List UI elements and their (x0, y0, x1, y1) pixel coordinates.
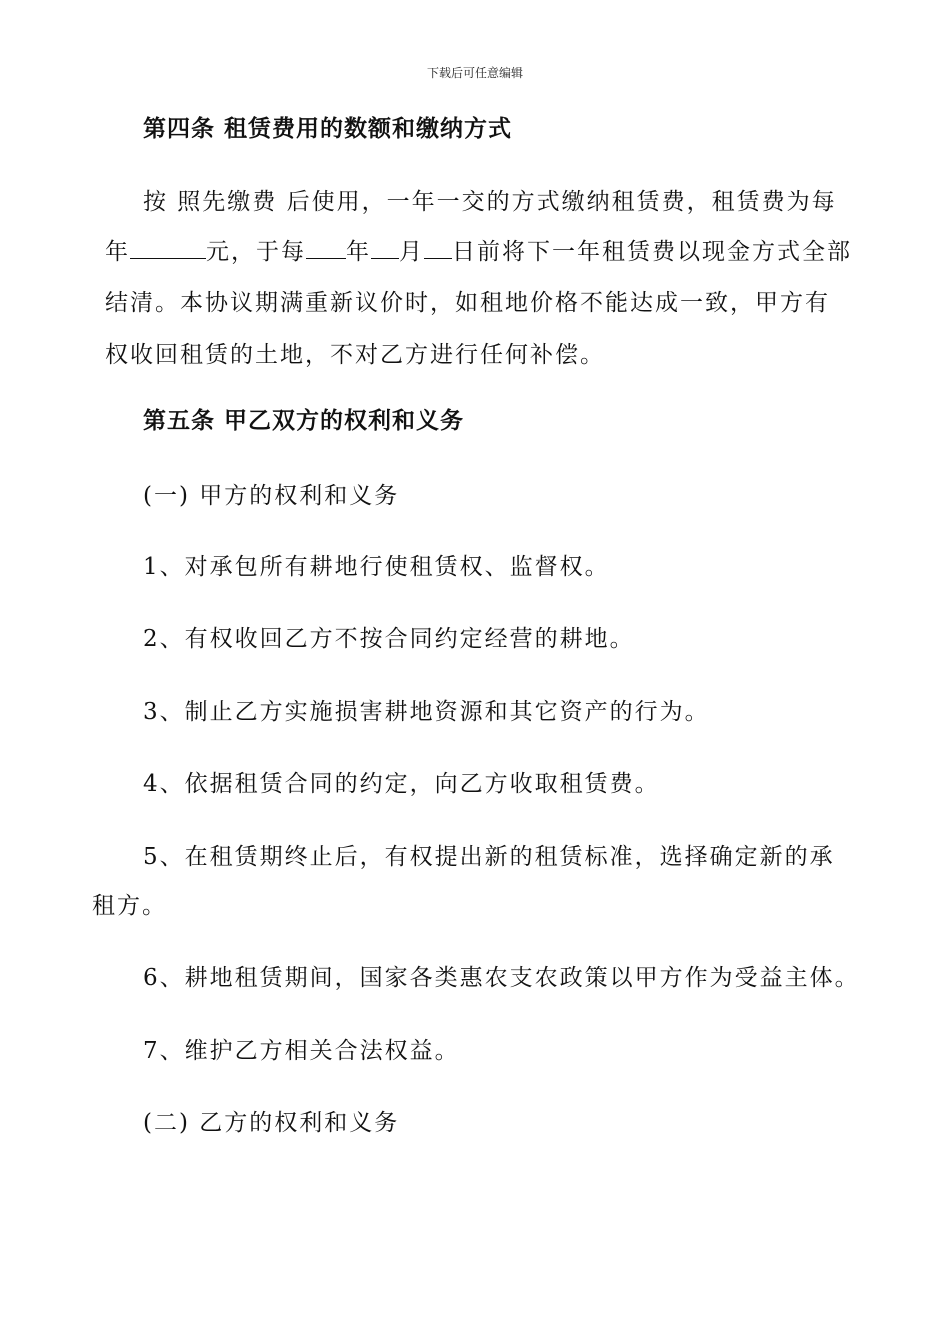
yuan-label: 元，于每 (206, 239, 306, 265)
article-4-heading: 第四条 租赁费用的数额和缴纳方式 (143, 115, 513, 142)
month-unit: 月 (399, 239, 424, 265)
article-4-line-3: 结清。本协议期满重新议价时，如租地价格不能达成一致，甲方有 (105, 290, 830, 316)
article-5-heading: 第五条 甲乙双方的权利和义务 (143, 407, 465, 434)
party-a-item-3: 3、制止乙方实施损害耕地资源和其它资产的行为。 (143, 699, 710, 725)
day-rest: 日前将下一年租赁费以现金方式全部 (452, 239, 852, 265)
article-4-line-1: 按 照先缴费 后使用，一年一交的方式缴纳租赁费，租赁费为每 (143, 189, 837, 215)
year-label: 年 (105, 239, 130, 265)
amount-blank (130, 257, 206, 259)
party-a-item-5: 5、在租赁期终止后，有权提出新的租赁标准，选择确定新的承 (143, 844, 835, 870)
party-a-item-6: 6、耕地租赁期间，国家各类惠农支农政策以甲方作为受益主体。 (143, 965, 860, 991)
party-a-item-1: 1、对承包所有耕地行使租赁权、监督权。 (143, 554, 610, 580)
month-blank (371, 257, 399, 259)
party-a-item-2: 2、有权收回乙方不按合同约定经营的耕地。 (143, 626, 635, 652)
party-a-title: (一) 甲方的权利和义务 (143, 483, 400, 509)
year-blank (306, 257, 346, 259)
party-b-title: (二) 乙方的权利和义务 (143, 1110, 400, 1136)
article-4-line-2 (105, 233, 852, 266)
page-header-note: 下载后可任意编辑 (426, 66, 523, 80)
day-blank (424, 257, 452, 259)
year-unit: 年 (346, 239, 371, 265)
party-a-item-5-continued: 租方。 (92, 893, 167, 919)
party-a-item-4: 4、依据租赁合同的约定，向乙方收取租赁费。 (143, 771, 660, 797)
article-4-line-4: 权收回租赁的土地，不对乙方进行任何补偿。 (105, 342, 605, 368)
party-a-item-7: 7、维护乙方相关合法权益。 (143, 1038, 460, 1064)
